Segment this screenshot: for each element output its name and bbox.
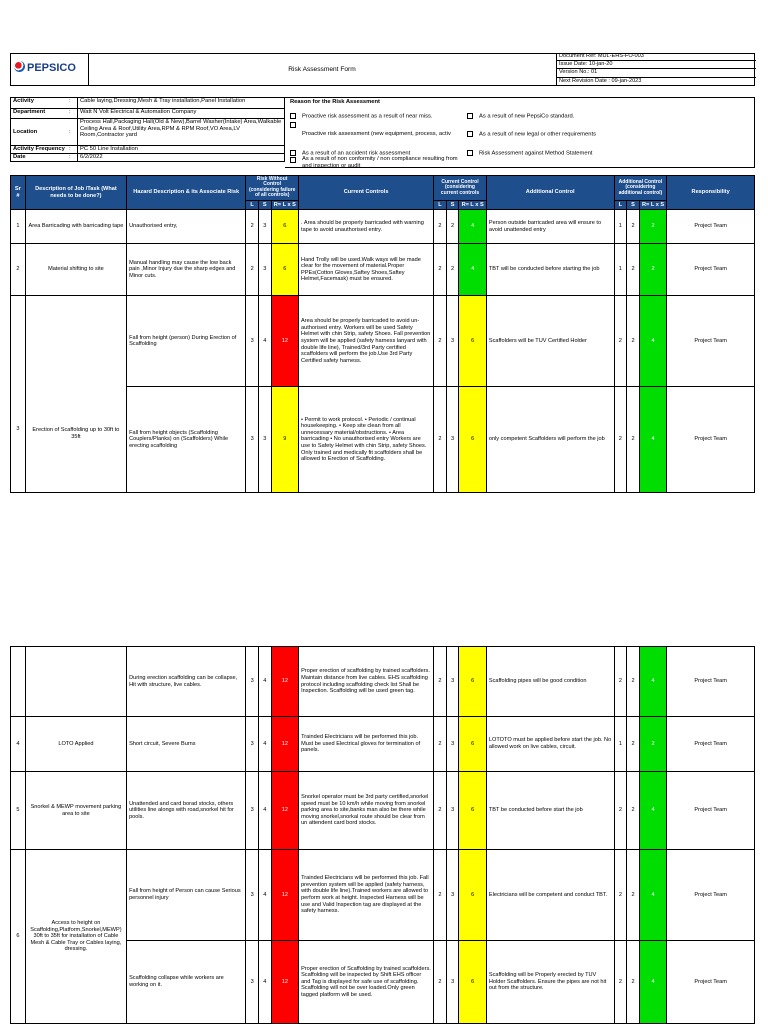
- risk-rating: 12: [271, 772, 298, 850]
- current-controls: Snorkel operator must be 3rd party certified,snorkel speed must be 10 km/h while moving from snorkel parking area to site,banks man also be there while moving snorkel,snorkal route should be clear from un attendent card bord stocks.: [299, 772, 434, 850]
- table-row: [11, 772, 755, 850]
- reason-blank: [290, 122, 302, 129]
- doc-ref: Document Ref: MUL-EHS-FO-003: [557, 53, 756, 61]
- pepsico-logo: PEPSICO: [27, 62, 76, 74]
- department-label: Department: [11, 109, 68, 119]
- severity: 3: [446, 387, 459, 493]
- current-controls: Proper erection of scaffolding by trained scaffolders. Maintain distance from live cables. EHS scaffolding protocol including scaffolding check list Shall be Inspection. Scaffolding will be used green tag.: [299, 647, 434, 717]
- hazard-description: Fall from height objects (Scaffolding Couplers/Planks) on (Scaffolders) While erecting scaffolding: [127, 387, 246, 493]
- reason-new-standard: As a result of new PepsiCo standard.: [467, 113, 574, 120]
- reason-accident: As a result of an accident risk assessment: [290, 150, 410, 157]
- frequency-value: PC 50 Line Installation: [78, 146, 285, 154]
- col-l: L: [246, 200, 259, 210]
- risk-rating: 4: [459, 210, 486, 244]
- likelihood: 1: [614, 244, 627, 296]
- sr-cell: 5: [11, 772, 26, 850]
- checkbox[interactable]: [290, 122, 296, 128]
- task-description: [25, 647, 126, 717]
- likelihood: 2: [434, 387, 447, 493]
- col-hazard: Hazard Description & its Associate Risk: [127, 176, 246, 210]
- col-current-controls: Current Controls: [299, 176, 434, 210]
- reason-method-statement: Risk Assessment against Method Statement: [467, 150, 592, 157]
- form-title: Risk Assessment Form: [288, 66, 356, 73]
- likelihood: 2: [434, 244, 447, 296]
- additional-control: Scaffolding will be Properly erected by TUV Holder Scaffolders. Ensure the pipes are not hit out from the structure.: [486, 941, 614, 1024]
- colon: :: [67, 98, 78, 109]
- risk-rating: 2: [639, 210, 666, 244]
- severity: 2: [627, 772, 640, 850]
- likelihood: 2: [434, 772, 447, 850]
- likelihood: 3: [246, 850, 259, 941]
- responsibility: Project Team: [667, 941, 755, 1024]
- severity: 4: [258, 850, 271, 941]
- reasons-title: Reason for the Risk Assessment: [290, 99, 380, 105]
- likelihood: 1: [614, 717, 627, 772]
- severity: 4: [258, 296, 271, 387]
- severity: 3: [258, 387, 271, 493]
- additional-control: Scaffolders will be TUV Certified Holder: [486, 296, 614, 387]
- severity: 2: [627, 244, 640, 296]
- next-revision-date: Next Revision Date : 09-jan-2023: [559, 77, 642, 84]
- hazard-description: Fall from height (person) During Erection of Scaffolding: [127, 296, 246, 387]
- severity: 3: [258, 244, 271, 296]
- sr-cell: 2: [11, 244, 26, 296]
- table-row: [11, 244, 755, 296]
- location-value: Process Hall,Packaging Hall(Old & New),Barrel Washer(Intake) Area,Walkable Ceiling Area & Roof,Utility Area,RPM & RPM Roof,VO Area,LV Room,Contractor yard: [78, 119, 285, 146]
- col-l: L: [434, 200, 447, 210]
- likelihood: 2: [614, 647, 627, 717]
- risk-rating: 4: [639, 296, 666, 387]
- sr-cell: 3: [11, 296, 26, 493]
- severity: 2: [627, 647, 640, 717]
- responsibility: Project Team: [667, 772, 755, 850]
- doc-meta: [556, 53, 756, 86]
- responsibility: Project Team: [667, 850, 755, 941]
- colon: :: [67, 154, 78, 162]
- risk-rating: 2: [639, 717, 666, 772]
- risk-rating: 6: [459, 387, 486, 493]
- date-label: Date: [11, 154, 68, 162]
- reason-new-equipment: Proactive risk assessment (new equipment, process, activ: [302, 131, 451, 137]
- checkbox[interactable]: [290, 157, 296, 163]
- likelihood: 3: [246, 941, 259, 1024]
- severity: 3: [258, 210, 271, 244]
- severity: 2: [446, 210, 459, 244]
- col-r: R= L x S: [271, 200, 298, 210]
- likelihood: 3: [246, 717, 259, 772]
- risk-rating: 6: [271, 210, 298, 244]
- current-controls: . Area should be properly barricaded with warning tape to avoid unauthorised entry.: [299, 210, 434, 244]
- activity-info-table: [10, 97, 285, 162]
- col-initial-risk: Risk Without Control (considering failure of all controls): [246, 176, 299, 201]
- risk-rating: 2: [639, 244, 666, 296]
- risk-rating: 6: [271, 244, 298, 296]
- likelihood: 2: [614, 772, 627, 850]
- likelihood: 2: [434, 850, 447, 941]
- col-r: R= L x S: [639, 200, 666, 210]
- sr-cell: [11, 647, 26, 717]
- location-label: Location: [11, 119, 68, 146]
- likelihood: 2: [614, 850, 627, 941]
- likelihood: 3: [246, 772, 259, 850]
- likelihood: 1: [614, 210, 627, 244]
- colon: :: [67, 109, 78, 119]
- activity-value: Cable laying,Dressing,Mesh & Tray installation,Panel Installation: [78, 98, 285, 109]
- hazard-description: Fall from height of Person can cause Serious personnel injury: [127, 850, 246, 941]
- checkbox[interactable]: [467, 150, 473, 156]
- risk-rating: 6: [459, 647, 486, 717]
- severity: 4: [258, 717, 271, 772]
- additional-control: Electricians will be competent and conduct TBT.: [486, 850, 614, 941]
- risk-rating: 4: [639, 850, 666, 941]
- risk-rating: 6: [459, 941, 486, 1024]
- likelihood: 2: [614, 387, 627, 493]
- severity: 4: [258, 772, 271, 850]
- logo-cell: [10, 53, 89, 86]
- additional-control: Person outside barricaded area will ensure to avoid unattended entry: [486, 210, 614, 244]
- colon: :: [67, 146, 78, 154]
- issue-date: Issue Date: 10-jan-20: [557, 61, 756, 69]
- severity: 3: [446, 941, 459, 1024]
- current-controls: Trainded Electricians will be performed this job. Fall prevention system will be applied (safety harness, with double life line).Trained workers are allowed to perform work at height. Inspected Harness will be use and Valid Inspection tag are displayed at the safety harness.: [299, 850, 434, 941]
- version-no: Version No.: 01: [557, 69, 756, 77]
- table-row: [11, 850, 755, 941]
- col-additional-control: Additional Control: [486, 176, 614, 210]
- severity: 3: [446, 647, 459, 717]
- severity: 2: [627, 210, 640, 244]
- severity: 4: [258, 941, 271, 1024]
- department-value: Watt N Volt Electrical & Automation Company: [78, 109, 285, 119]
- col-current-risk: Current Control (considering current controls: [434, 176, 487, 201]
- current-controls: Area should be properly barricaded to avoid un-authorised entry. Workers will be used Safety Helmet with chin Strip, safety Shoes. Fall prevention system will be applied (safety harness lanyard with double life line), Trained/3rd Party certified scaffolders will perform the job.Use 3rd Party Certified safety harness.: [299, 296, 434, 387]
- risk-rating: 12: [271, 296, 298, 387]
- current-controls: Proper erection of Scaffolding by trained scaffolders. Scaffolding will be inspected by Shift EHS officer and Tag is displayed for safe use of scaffolding. Scaffolding will not be over loaded.Only green tagged platform will be used.: [299, 941, 434, 1024]
- table-row: [11, 717, 755, 772]
- table-row: [11, 647, 755, 717]
- responsibility: Project Team: [667, 244, 755, 296]
- activity-label: Activity: [11, 98, 68, 109]
- task-description: Snorkel & MEWP movement parking area to site: [25, 772, 126, 850]
- likelihood: 2: [434, 647, 447, 717]
- task-description: Access to height on Scaffolding,Platform,Snorkel,MEWP) 30ft to 35ft for installation of Cable Mesh & Cable Tray or Cables laying, dressing.: [25, 850, 126, 1024]
- severity: 2: [627, 717, 640, 772]
- hazard-description: Short circuit, Severe Burns: [127, 717, 246, 772]
- col-description: Description of Job /Task (What needs to be done?): [25, 176, 126, 210]
- col-s: S: [258, 200, 271, 210]
- likelihood: 2: [434, 296, 447, 387]
- severity: 2: [627, 850, 640, 941]
- likelihood: 2: [246, 210, 259, 244]
- col-r: R= L x S: [459, 200, 486, 210]
- sr-cell: 1: [11, 210, 26, 244]
- pepsico-globe-icon: [14, 61, 25, 72]
- likelihood: 3: [246, 647, 259, 717]
- responsibility: Project Team: [667, 210, 755, 244]
- col-s: S: [627, 200, 640, 210]
- risk-rating: 12: [271, 941, 298, 1024]
- frequency-label: Activity Frequency: [11, 146, 68, 154]
- risk-rating: 6: [459, 296, 486, 387]
- additional-control: TBT will be conducted before starting the job: [486, 244, 614, 296]
- col-additional-risk: Additional Control (considering additional control): [614, 176, 667, 201]
- severity: 2: [627, 387, 640, 493]
- risk-rating: 4: [639, 387, 666, 493]
- risk-table-page-1: [10, 175, 755, 493]
- severity: 2: [627, 941, 640, 1024]
- severity: 3: [446, 717, 459, 772]
- risk-rating: 6: [459, 850, 486, 941]
- likelihood: 2: [614, 296, 627, 387]
- col-sr: Sr #: [11, 176, 26, 210]
- date-value: 6/2/2022: [78, 154, 285, 162]
- colon: :: [67, 119, 78, 146]
- hazard-description: During erection scaffolding can be collapse, Hit with structure, live cables.: [127, 647, 246, 717]
- additional-control: LOTOTO must be applied before start the job. No allowed work on live cables, circuit.: [486, 717, 614, 772]
- risk-rating: 9: [271, 387, 298, 493]
- severity: 3: [446, 296, 459, 387]
- additional-control: Scaffolding pipes will be good condition: [486, 647, 614, 717]
- sr-cell: 6: [11, 850, 26, 1024]
- risk-rating: 12: [271, 850, 298, 941]
- severity: 3: [446, 850, 459, 941]
- table-row: [11, 296, 755, 387]
- hazard-description: Manual handling may cause the low back pain ,Minor Injury due the sharp edges and Minor cuts.: [127, 244, 246, 296]
- sr-cell: 4: [11, 717, 26, 772]
- severity: 4: [258, 647, 271, 717]
- reason-legal: As a result of new legal or other requirements: [467, 131, 596, 138]
- likelihood: 3: [246, 387, 259, 493]
- task-description: Area Barricading with barricading tape: [25, 210, 126, 244]
- risk-rating: 4: [459, 244, 486, 296]
- severity: 3: [446, 772, 459, 850]
- likelihood: 2: [434, 941, 447, 1024]
- task-description: Material shifting to site: [25, 244, 126, 296]
- risk-rating: 4: [639, 941, 666, 1024]
- current-controls: • Permit to work protocol. • Periodic / continual housekeeping. • Keep site clean from all unnecessary material/obstructions. • Area barricading • No unauthorised entry Workers are use to Safety Helmet with chin Strip, safety Shoes. Only trained and medically fit scaffolders shall be allowed to Erection of Scaffolding.: [299, 387, 434, 493]
- likelihood: 3: [246, 296, 259, 387]
- risk-rating: 6: [459, 717, 486, 772]
- checkbox[interactable]: [467, 113, 473, 119]
- hazard-description: Unauthorised entry,: [127, 210, 246, 244]
- likelihood: 2: [434, 717, 447, 772]
- reason-near-miss: Proactive risk assessment as a result of near miss.: [290, 113, 432, 120]
- col-l: L: [614, 200, 627, 210]
- additional-control: only competent Scaffolders will perform the job: [486, 387, 614, 493]
- risk-rating: 4: [639, 772, 666, 850]
- col-s: S: [446, 200, 459, 210]
- reason-nonconformity: As a result of non conformity / non compliance resulting from and inspection or audit: [290, 156, 466, 168]
- risk-rating: 6: [459, 772, 486, 850]
- risk-table-page-2: [10, 646, 755, 1024]
- severity: 2: [446, 244, 459, 296]
- risk-rating: 4: [639, 647, 666, 717]
- table-row: [11, 210, 755, 244]
- risk-rating: 12: [271, 717, 298, 772]
- task-description: LOTO Applied: [25, 717, 126, 772]
- current-controls: Trainded Electricians will be performed this job. Must be used Electrical gloves for termination of panels.: [299, 717, 434, 772]
- task-description: Erection of Scaffolding up to 30ft to 35ft: [25, 296, 126, 493]
- responsibility: Project Team: [667, 717, 755, 772]
- col-responsibility: Responsibility: [667, 176, 755, 210]
- responsibility: Project Team: [667, 387, 755, 493]
- likelihood: 2: [614, 941, 627, 1024]
- additional-control: TBT be conducted before start the job: [486, 772, 614, 850]
- risk-rating: 12: [271, 647, 298, 717]
- responsibility: Project Team: [667, 296, 755, 387]
- likelihood: 2: [246, 244, 259, 296]
- hazard-description: Unattended and card borad stocks, others utilities line alongs with road,snorkel hit for pools.: [127, 772, 246, 850]
- current-controls: Hand Trolly will be used.Walk ways will be made clear for the movement of material.Proper PPEs(Cotton Gloves,Saftey Shoes,Saftey Helmet,Facemask) must be ensured.: [299, 244, 434, 296]
- responsibility: Project Team: [667, 647, 755, 717]
- hazard-description: Scaffolding collapse while workers are working on it.: [127, 941, 246, 1024]
- checkbox[interactable]: [290, 113, 296, 119]
- likelihood: 2: [434, 210, 447, 244]
- severity: 2: [627, 296, 640, 387]
- checkbox[interactable]: [467, 131, 473, 137]
